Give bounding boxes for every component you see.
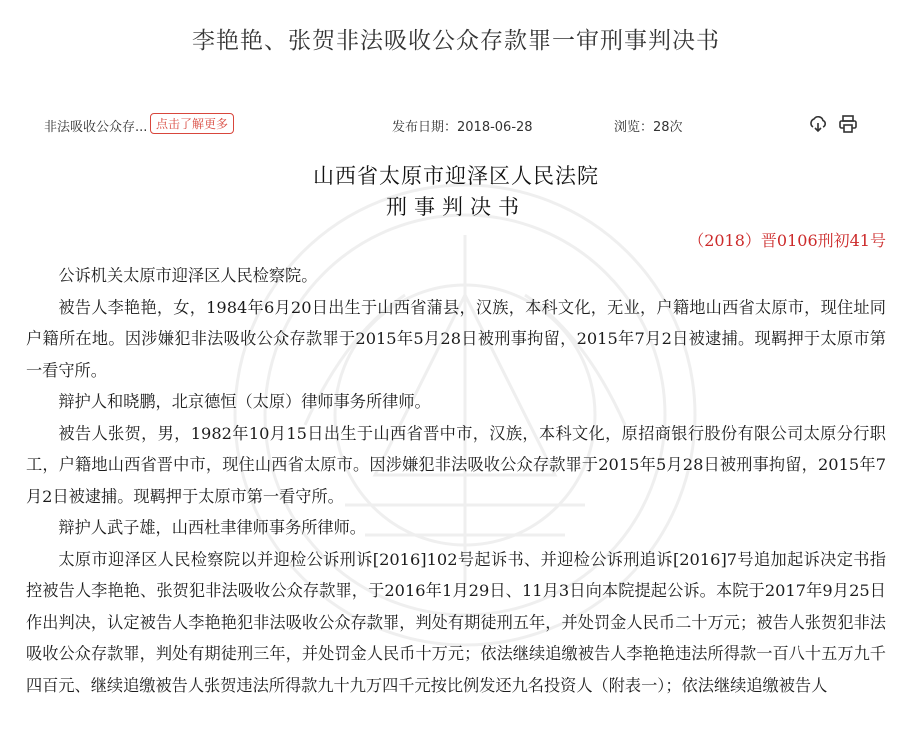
publish-date: 发布日期：2018-06-28 [392, 120, 533, 135]
paragraph-defendant-1: 被告人李艳艳，女，1984年6月20日出生于山西省蒲县，汉族，本科文化，无业，户籍地山西省太原市，现住址同户籍所在地。因涉嫌犯非法吸收公众存款罪于2015年5月28日被刑事拘留，2015年7月2日被逮捕。现羁押于太原市第一看守所。 [26, 297, 886, 380]
paragraph-defender-2: 辩护人武子雄，山西杜聿律师事务所律师。 [58, 518, 366, 537]
paragraph-case-history: 太原市迎泽区人民检察院以并迎检公诉刑诉[2016]102号起诉书、并迎检公诉刑追诉[2016]7号追加起诉决定书指控被告人李艳艳、张贺犯非法吸收公众存款罪，于2016年1月29日、11月3日向本院提起公诉。本院于2017年9月25日作出判决，认定被告人李艳艳犯非法吸收公众存款罪，判处有期徒刑五年，并处罚金人民币二十万元；被告人张贺犯非法吸收公众存款罪，判处有期徒刑三年，并处罚金人民币十万元；依法继续追缴被告人李艳艳违法所得款一百八十五万九千四百元、继续追缴被告人张贺违法所得款九十九万四千元按比例发还九名投资人（附表一）；依法继续追缴被告人 [26, 549, 886, 695]
learn-more-button[interactable]: 点击了解更多 [150, 113, 234, 134]
page-title: 李艳艳、张贺非法吸收公众存款罪一审刑事判决书 [192, 28, 720, 54]
case-number: （2018）晋0106刑初41号 [688, 231, 886, 250]
download-icon[interactable] [808, 114, 828, 134]
view-count: 浏览：28次 [614, 120, 683, 135]
court-name: 山西省太原市迎泽区人民法院 [313, 164, 599, 188]
category-link[interactable]: 非法吸收公众存... [44, 120, 148, 135]
paragraph-defender-1: 辩护人和晓鹏，北京德恒（太原）律师事务所律师。 [58, 392, 431, 411]
document-type: 刑事判决书 [386, 195, 526, 219]
printer-icon[interactable] [838, 114, 858, 134]
meta-bar [0, 112, 912, 138]
paragraph-defendant-2: 被告人张贺，男，1982年10月15日出生于山西省晋中市，汉族，本科文化，原招商银行股份有限公司太原分行职工，户籍地山西省晋中市，现住山西省太原市。因涉嫌犯非法吸收公众存款罪于2015年5月28日被刑事拘留，2015年7月2日被逮捕。现羁押于太原市第一看守所。 [26, 423, 886, 506]
judgment-body [26, 260, 886, 701]
paragraph-prosecutor: 公诉机关太原市迎泽区人民检察院。 [58, 266, 318, 285]
